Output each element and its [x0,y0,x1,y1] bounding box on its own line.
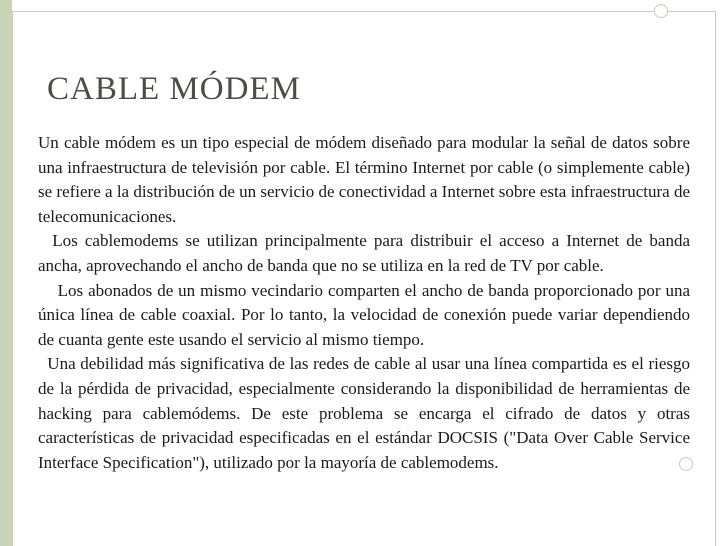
slide-body [38,131,690,475]
body-paragraph-2: Los cablemodems se utilizan principalmente para distribuir el acceso a Internet de banda ancha, aprovechando el ancho de banda que no se utiliza en la red de TV por cable. [38,231,690,275]
slide-title: CABLE MÓDEM [47,71,301,107]
body-paragraph-1: Un cable módem es un tipo especial de módem diseñado para modular la señal de datos sobre una infraestructura de televisión por cable. El término Internet por cable (o simplemente cable) se refiere a la distribución de un servicio de conectividad a Internet sobre esta infraestructura de telecomunicaciones. [38,133,690,226]
left-accent-bar [0,0,12,546]
body-paragraph-3: Los abonados de un mismo vecindario comparten el ancho de banda proporcionado por una única línea de cable coaxial. Por lo tanto, la velocidad de conexión puede variar dependiendo de cuanta gente este usando el servicio al mismo tiempo. [38,280,690,349]
frame-bottom-circle-ornament [679,457,693,471]
body-paragraph-4: Una debilidad más significativa de las redes de cable al usar una línea compartida es el riesgo de la pérdida de privacidad, especialmente considerando la disponibilidad de herramientas de hacking para cablemódems. De este problema se encarga el cifrado de datos y otras características de privacidad especificadas en el estándar DOCSIS ("Data Over Cable Service Interface Specification"), utilizado por la mayoría de cablemodems. [38,354,690,472]
frame-top-circle-ornament [654,4,668,18]
